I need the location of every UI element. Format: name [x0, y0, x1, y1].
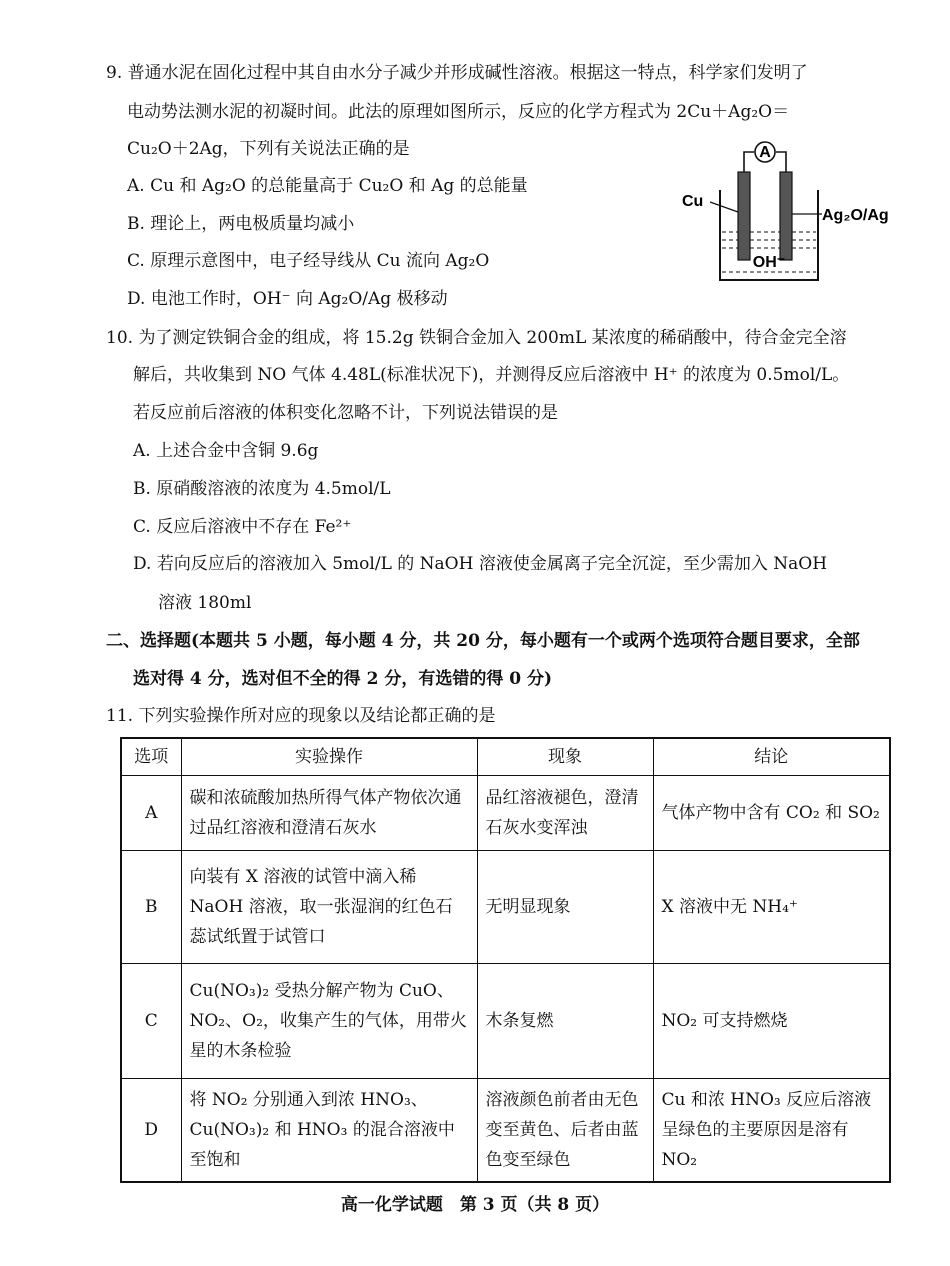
header-operation: 实验操作: [181, 738, 477, 776]
right-wire: [776, 152, 786, 172]
galvanic-cell-diagram: [676, 140, 916, 290]
table-row: [121, 964, 890, 1079]
q9-option-d: D. 电池工作时，OH⁻ 向 Ag₂O/Ag 极移动: [127, 289, 448, 309]
experiment-table: [120, 737, 891, 1183]
row-d-conclusion: Cu 和浓 HNO₃ 反应后溶液呈绿色的主要原因是溶有 NO₂: [653, 1079, 890, 1183]
table-row: [121, 776, 890, 851]
row-c-conclusion: NO₂ 可支持燃烧: [653, 964, 890, 1079]
row-a-conclusion: 气体产物中含有 CO₂ 和 SO₂: [653, 776, 890, 851]
section2-heading-line1: 二、选择题(本题共 5 小题，每小题 4 分，共 20 分，每小题有一个或两个选项符合题目要求，全部: [106, 631, 860, 651]
q10-stem-line3: 若反应前后溶液的体积变化忽略不计，下列说法错误的是: [133, 403, 558, 423]
row-b-operation: 向装有 X 溶液的试管中滴入稀 NaOH 溶液，取一张湿润的红色石蕊试纸置于试管口: [181, 851, 477, 964]
row-a-phenomenon: 品红溶液褪色，澄清石灰水变浑浊: [477, 776, 653, 851]
q9-option-c: C. 原理示意图中，电子经导线从 Cu 流向 Ag₂O: [127, 251, 490, 271]
page-footer: 高一化学试题 第 3 页（共 8 页）: [340, 1195, 610, 1215]
q10-option-a: A. 上述合金中含铜 9.6g: [133, 441, 319, 461]
row-b-conclusion: X 溶液中无 NH₄⁺: [653, 851, 890, 964]
row-d-phenomenon: 溶液颜色前者由无色变至黄色、后者由蓝色变至绿色: [477, 1079, 653, 1183]
header-option: 选项: [121, 738, 181, 776]
electrolyte-label: OH⁻: [752, 254, 786, 271]
q9-stem-line1: 9. 普通水泥在固化过程中其自由水分子减少并形成碱性溶液。根据这一特点，科学家们发明了: [106, 63, 808, 83]
row-a-operation: 碳和浓硫酸加热所得气体产物依次通过品红溶液和澄清石灰水: [181, 776, 477, 851]
left-wire: [744, 152, 754, 172]
ammeter-label: A: [759, 144, 771, 161]
q10-option-d-line2: 溶液 180ml: [158, 593, 252, 613]
row-d-operation: 将 NO₂ 分别通入到浓 HNO₃、Cu(NO₃)₂ 和 HNO₃ 的混合溶液中至饱和: [181, 1079, 477, 1183]
section2-heading-line2: 选对得 4 分，选对但不全的得 2 分，有选错的得 0 分): [133, 669, 553, 689]
q10-option-b: B. 原硝酸溶液的浓度为 4.5mol/L: [133, 479, 391, 499]
row-c-phenomenon: 木条复燃: [477, 964, 653, 1079]
row-b-option: B: [121, 851, 181, 964]
q9-option-b: B. 理论上，两电极质量均减小: [127, 214, 355, 234]
cu-label: Cu: [682, 193, 704, 210]
q10-stem-line1: 10. 为了测定铁铜合金的组成，将 15.2g 铁铜合金加入 200mL 某浓度的稀硝酸中，待合金完全溶: [106, 328, 847, 348]
table-header-row: [121, 738, 890, 776]
table-row: [121, 1079, 890, 1183]
cu-electrode: [738, 172, 750, 260]
q9-stem-line3: Cu₂O＋2Ag，下列有关说法正确的是: [127, 139, 410, 159]
q10-stem-line2: 解后，共收集到 NO 气体 4.48L(标准状况下)，并测得反应后溶液中 H⁺ 的浓度为 0.5mol/L。: [133, 365, 850, 385]
q10-option-c: C. 反应后溶液中不存在 Fe²⁺: [133, 517, 352, 537]
header-conclusion: 结论: [653, 738, 890, 776]
table-row: [121, 851, 890, 964]
row-b-phenomenon: 无明显现象: [477, 851, 653, 964]
ag2o-electrode: [780, 172, 792, 260]
ag2o-label: Ag₂O/Ag: [822, 207, 889, 224]
q9-option-a: A. Cu 和 Ag₂O 的总能量高于 Cu₂O 和 Ag 的总能量: [127, 176, 528, 196]
row-c-operation: Cu(NO₃)₂ 受热分解产物为 CuO、NO₂、O₂，收集产生的气体，用带火星的木条检验: [181, 964, 477, 1079]
row-a-option: A: [121, 776, 181, 851]
q9-stem-line2: 电动势法测水泥的初凝时间。此法的原理如图所示，反应的化学方程式为 2Cu＋Ag₂O＝: [127, 102, 790, 122]
row-c-option: C: [121, 964, 181, 1079]
header-phenomenon: 现象: [477, 738, 653, 776]
q10-option-d-line1: D. 若向反应后的溶液加入 5mol/L 的 NaOH 溶液使金属离子完全沉淀，至少需加入 NaOH: [133, 554, 828, 574]
q11-stem: 11. 下列实验操作所对应的现象以及结论都正确的是: [106, 706, 496, 726]
row-d-option: D: [121, 1079, 181, 1183]
